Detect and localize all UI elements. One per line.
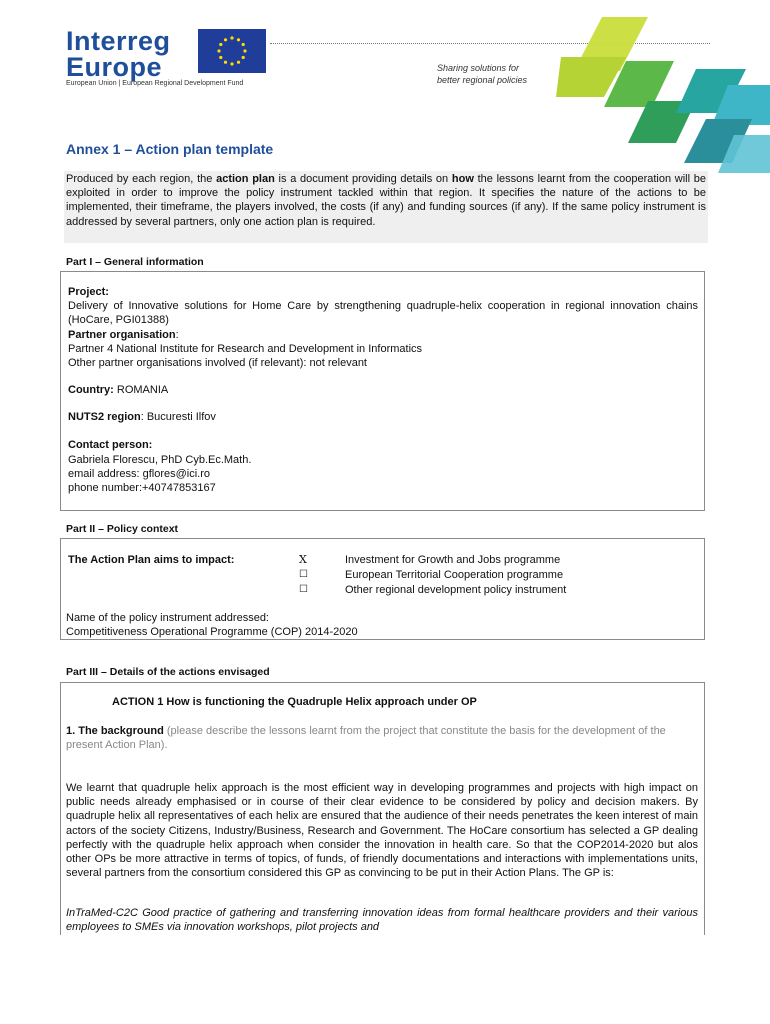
country-row <box>68 383 168 397</box>
intro-paragraph <box>64 171 708 243</box>
arrows-decoration-icon <box>556 15 770 175</box>
action-title: ACTION 1 How is functioning the Quadruple Helix approach under OP <box>112 696 477 708</box>
option-1-label: Investment for Growth and Jobs programme <box>345 554 561 566</box>
interreg-logo <box>66 26 191 82</box>
tagline-line-2: better regional policies <box>437 75 528 85</box>
background-block <box>66 724 698 752</box>
partner-label: Partner organisation <box>68 329 176 341</box>
option-2-checkbox: ☐ <box>299 569 308 580</box>
background-paragraph: We learnt that quadruple helix approach is the most efficient way in developing programmes and projects with high impact on public needs already emphasised or in course of their clear evidence to be considered by policy and decision makers. By quadruple helix all representatives of each helix are ensured that the audience of their needs penetrates the keen interest of main actors of the society Citizens, Industry/Business, Research and Government. The HoCare consortium has selected a GP dealing perfectly with the quadruple helix approach when consider the innovation in health care. So that the COP2014-2020 but alos other OPs be more attractive in terms of topics, of funds, of friendly documentations and interactions with implementations units, several partners from the consortium considered this GP as convincing to be put in their Action Plans. The GP is: <box>66 782 698 880</box>
intro-text-2: is a document providing details on <box>274 173 452 185</box>
contact-email: email address: gflores@ici.ro <box>68 468 210 480</box>
eu-flag-icon <box>198 29 266 73</box>
logo-line-1: Interreg <box>66 26 171 56</box>
part2-heading: Part II – Policy context <box>66 523 179 535</box>
tagline <box>437 62 567 86</box>
instrument-value: Competitiveness Operational Programme (COP) 2014-2020 <box>66 626 358 638</box>
partner-value: Partner 4 National Institute for Research and Development in Informatics <box>68 343 423 355</box>
option-3-label: Other regional development policy instrument <box>345 584 567 596</box>
option-1-checkbox: X <box>299 553 307 566</box>
tagline-line-1: Sharing solutions for <box>437 63 520 73</box>
actions-box <box>60 682 705 935</box>
general-information-box <box>60 271 705 511</box>
intro-text-1: Produced by each region, the <box>66 173 217 185</box>
contact-name: Gabriela Florescu, PhD Cyb.Ec.Math. <box>68 454 252 466</box>
instrument-label: Name of the policy instrument addressed: <box>66 612 269 624</box>
intro-bold-2: how <box>451 173 474 185</box>
partner-row <box>68 328 179 342</box>
other-partners: Other partner organisations involved (if relevant): not relevant <box>68 357 367 369</box>
page-title: Annex 1 – Action plan template <box>66 141 274 157</box>
nuts-row <box>68 410 216 424</box>
option-2-label: European Territorial Cooperation programme <box>345 569 564 581</box>
background-hint: (please describe the lessons learnt from the project that constitute the basis for the development of the present Action Plan). <box>66 725 666 752</box>
contact-phone: phone number:+40747853167 <box>68 482 216 494</box>
nuts-label: NUTS2 region <box>68 411 141 423</box>
aims-label: The Action Plan aims to impact: <box>68 554 235 566</box>
eu-caption: European Union | European Regional Development Fund <box>66 80 244 87</box>
good-practice-text: InTraMed-C2C Good practice of gathering and transferring innovation ideas from formal healthcare providers and their various employees to SMEs via innovation workshops, pilot projects and <box>66 907 698 934</box>
intro-bold-1: action plan <box>216 173 275 185</box>
country-value: ROMANIA <box>113 384 169 396</box>
partner-colon: : <box>175 329 179 341</box>
intro-text-3: the lessons learnt from the cooperation will be exploited in order to improve the policy instrument tackled within that region. It specifies the nature of the actions to be implemented, their timeframe, the players involved, the costs (if any) and funding sources (if any). If the same policy instrument is addressed by several partners, only one action plan is required. <box>66 173 707 228</box>
option-3-checkbox: ☐ <box>299 584 308 595</box>
background-label: 1. The background <box>66 725 164 737</box>
project-value: Delivery of Innovative solutions for Home Care by strengthening quadruple-helix cooperation in regional innovation chains (HoCare, PGI01388) <box>68 300 698 327</box>
contact-label: Contact person: <box>68 439 153 451</box>
country-label: Country: <box>68 384 114 396</box>
project-label: Project: <box>68 286 109 298</box>
part3-heading: Part III – Details of the actions envisaged <box>66 666 270 678</box>
nuts-value: : Bucuresti Ilfov <box>140 411 216 423</box>
part1-heading: Part I – General information <box>66 256 204 268</box>
policy-context-box <box>60 538 705 640</box>
logo-line-2: Europe <box>66 52 163 82</box>
